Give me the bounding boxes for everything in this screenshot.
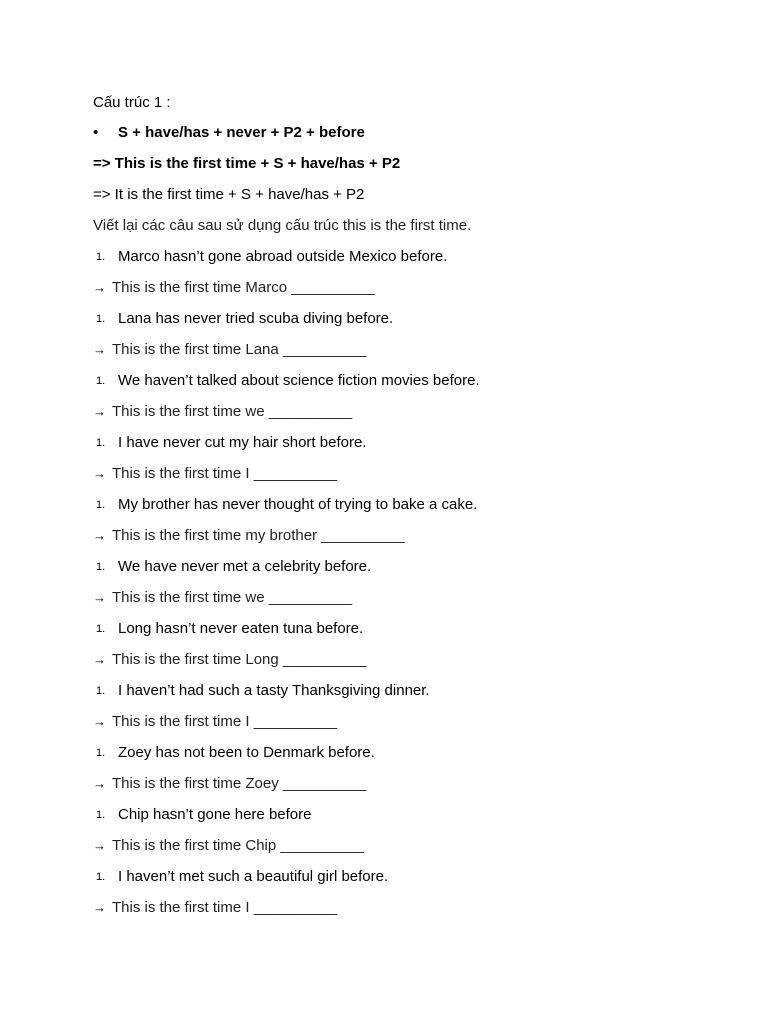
- exercise-number: 1.: [96, 499, 106, 511]
- arrow-icon: →: [93, 342, 106, 357]
- exercise-sentence: We have never met a celebrity before.: [118, 558, 372, 575]
- arrow-icon: →: [93, 466, 106, 481]
- arrow-icon: →: [93, 280, 106, 295]
- structure-heading: Cấu trúc 1 :: [93, 94, 171, 111]
- exercise-number: 1.: [96, 375, 106, 387]
- exercise-number: 1.: [96, 871, 106, 883]
- exercise-sentence: We haven’t talked about science fiction movies before.: [118, 372, 480, 389]
- arrow-icon: →: [93, 900, 106, 915]
- exercise-answer-line: This is the first time Lana __________: [112, 341, 367, 358]
- exercise-number: 1.: [96, 313, 106, 325]
- exercise-number: 1.: [96, 809, 106, 821]
- arrow-icon: →: [93, 838, 106, 853]
- exercise-sentence: Long hasn’t never eaten tuna before.: [118, 620, 364, 637]
- arrow-icon: →: [93, 404, 106, 419]
- exercise-number: 1.: [96, 561, 106, 573]
- exercise-answer-line: This is the first time I __________: [112, 713, 338, 730]
- exercise-number: 1.: [96, 685, 106, 697]
- arrow-icon: →: [93, 590, 106, 605]
- bullet-icon: •: [93, 124, 99, 141]
- exercise-answer-line: This is the first time I __________: [112, 899, 338, 916]
- exercise-answer-line: This is the first time Zoey __________: [112, 775, 367, 792]
- structure-formula: S + have/has + never + P2 + before: [118, 124, 365, 141]
- exercise-sentence: I haven’t had such a tasty Thanksgiving dinner.: [118, 682, 430, 699]
- exercise-answer-line: This is the first time my brother __________: [112, 527, 405, 544]
- exercise-number: 1.: [96, 747, 106, 759]
- exercise-sentence: Marco hasn’t gone abroad outside Mexico before.: [118, 248, 448, 265]
- exercise-sentence: Zoey has not been to Denmark before.: [118, 744, 375, 761]
- exercise-number: 1.: [96, 251, 106, 263]
- exercise-answer-line: This is the first time Marco __________: [112, 279, 375, 296]
- exercise-answer-line: This is the first time we __________: [112, 589, 353, 606]
- exercise-sentence: My brother has never thought of trying to bake a cake.: [118, 496, 478, 513]
- arrow-icon: →: [93, 776, 106, 791]
- arrow-icon: →: [93, 714, 106, 729]
- exercise-answer-line: This is the first time Chip __________: [112, 837, 364, 854]
- rule-it-is: => It is the first time + S + have/has + P2: [93, 186, 365, 203]
- exercise-answer-line: This is the first time Long __________: [112, 651, 367, 668]
- exercise-sentence: Lana has never tried scuba diving before.: [118, 310, 394, 327]
- arrow-icon: →: [93, 528, 106, 543]
- exercise-answer-line: This is the first time I __________: [112, 465, 338, 482]
- exercise-number: 1.: [96, 437, 106, 449]
- rule-this-is: => This is the first time + S + have/has + P2: [93, 155, 401, 172]
- exercise-number: 1.: [96, 623, 106, 635]
- arrow-icon: →: [93, 652, 106, 667]
- exercise-sentence: Chip hasn’t gone here before: [118, 806, 312, 823]
- exercise-answer-line: This is the first time we __________: [112, 403, 353, 420]
- instruction: Viết lại các câu sau sử dụng cấu trúc this is the first time.: [93, 217, 472, 234]
- exercise-sentence: I haven’t met such a beautiful girl before.: [118, 868, 389, 885]
- exercise-sentence: I have never cut my hair short before.: [118, 434, 367, 451]
